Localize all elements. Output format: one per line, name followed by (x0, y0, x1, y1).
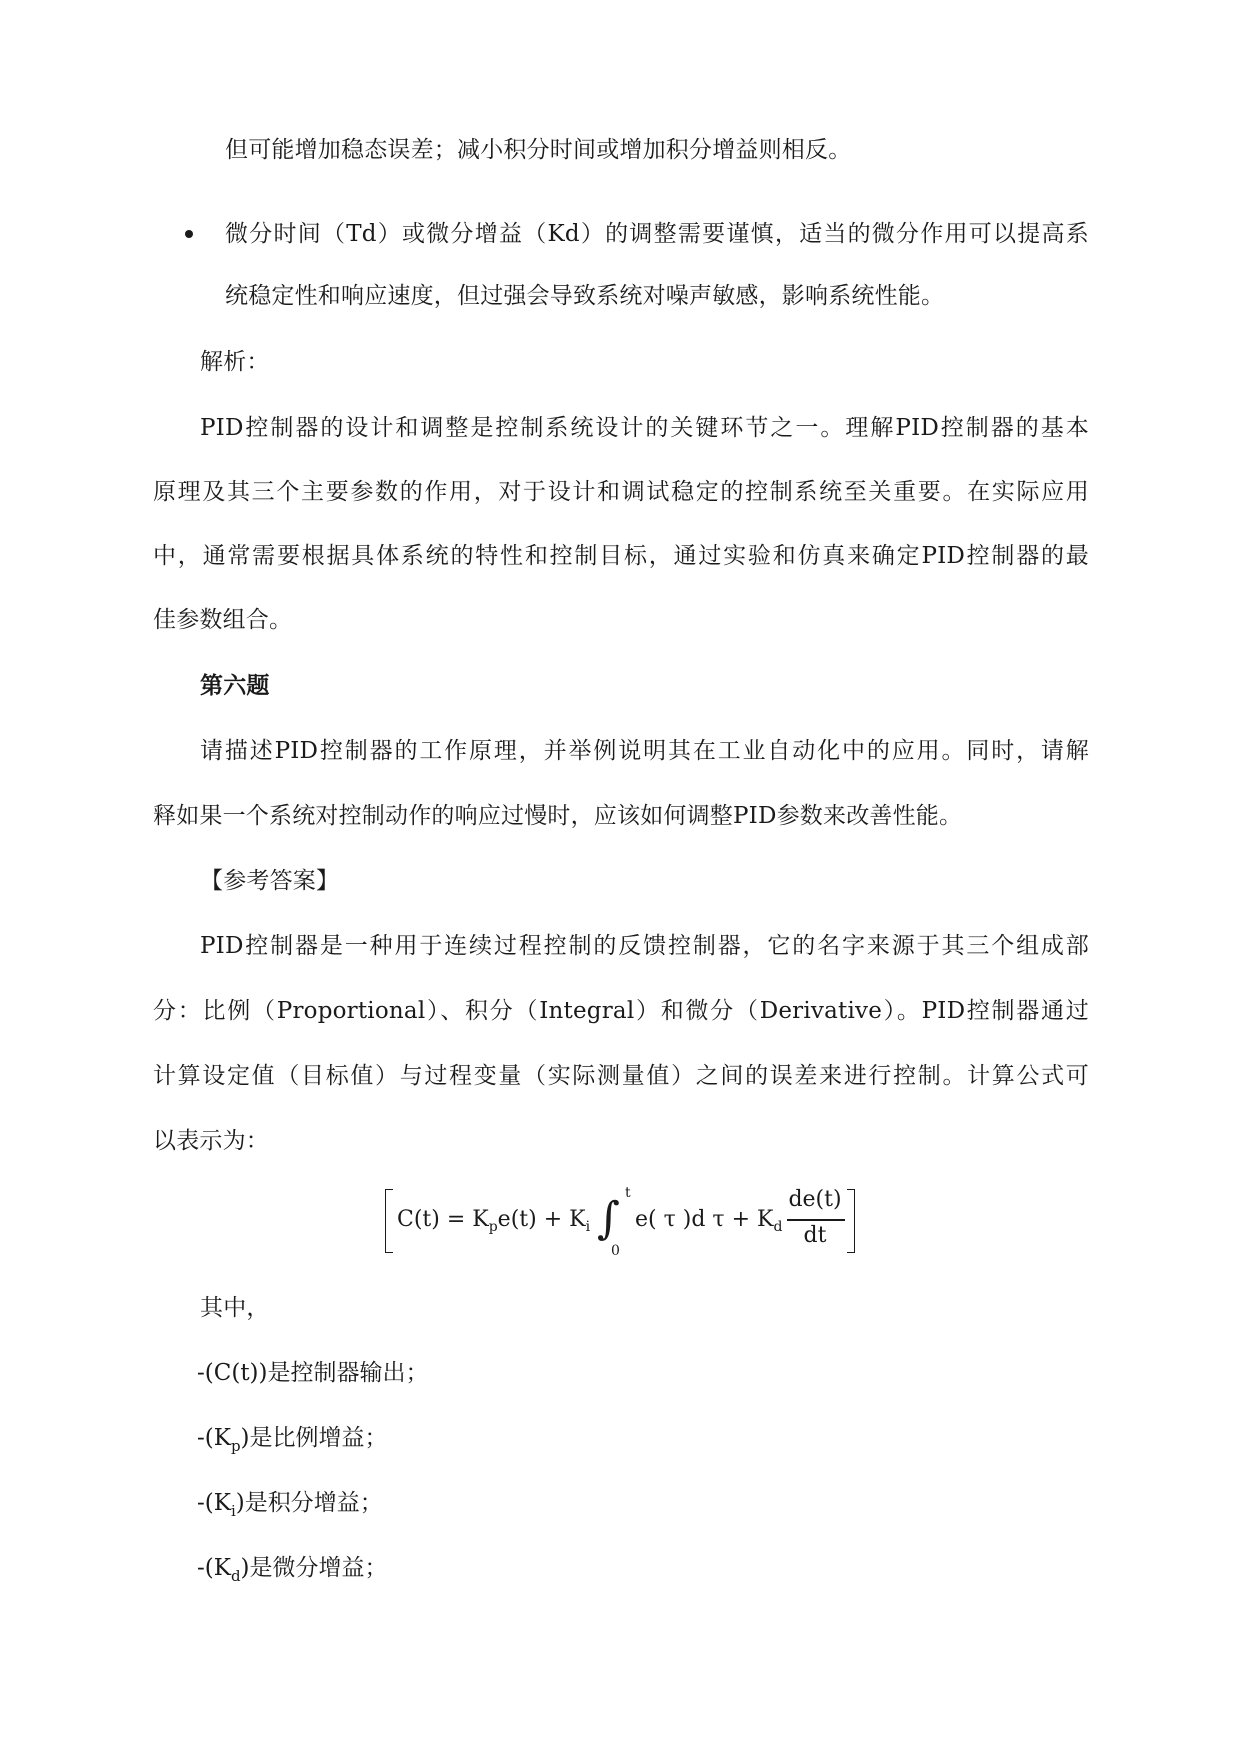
text-line: PID控制器的设计和调整是控制系统设计的关键环节之一。理解PID控制器的基本 (200, 415, 1089, 441)
question-heading: 第六题 (200, 672, 270, 699)
analysis-heading: 解析： (200, 349, 270, 375)
fraction-numerator: de(t) (788, 1187, 842, 1212)
integral-sign: ∫ (597, 1193, 620, 1244)
text-line: 以表示为： (153, 1128, 269, 1154)
pid-formula (385, 1183, 855, 1269)
definition-item: $-(K_i)$是积分增益； (197, 1490, 383, 1520)
left-bracket (385, 1189, 393, 1253)
text-line: 请描述PID控制器的工作原理，并举例说明其在工业自动化中的应用。同时，请解 (200, 738, 1089, 764)
text-line: 其中， (200, 1295, 270, 1321)
formula-integral-term: e( τ )d $\tau + K_d$ (635, 1207, 783, 1235)
definition-item: $-(K_p)$是比例增益； (197, 1425, 388, 1455)
right-bracket (847, 1189, 855, 1253)
text-line: 中，通常需要根据具体系统的特性和控制目标，通过实验和仿真来确定PID控制器的最 (153, 543, 1089, 569)
definition-item: $-(K_d)$是微分增益； (197, 1555, 388, 1585)
text-line: 原理及其三个主要参数的作用，对于设计和调试稳定的控制系统至关重要。在实际应用 (153, 479, 1089, 505)
text-line: PID控制器是一种用于连续过程控制的反馈控制器，它的名字来源于其三个组成部 (200, 933, 1089, 959)
bullet-item-line: 微分时间（Td）或微分增益（Kd）的调整需要谨慎，适当的微分作用可以提高系 (225, 221, 1089, 247)
text-line: 释如果一个系统对控制动作的响应过慢时，应该如何调整PID参数来改善性能。 (153, 803, 963, 829)
fraction-denominator: dt (803, 1223, 827, 1248)
text-line: 分：比例（Proportional）、积分（Integral）和微分（Derivative）。PID控制器通过 (153, 998, 1089, 1024)
text-line: 计算设定值（目标值）与过程变量（实际测量值）之间的误差来进行控制。计算公式可 (153, 1063, 1089, 1089)
fraction-bar (787, 1219, 845, 1221)
text-line: 但可能增加稳态误差；减小积分时间或增加积分增益则相反。 (225, 137, 852, 163)
formula-lhs: $C(t) = K_pe(t) + K_i$ (397, 1207, 591, 1235)
text-line: 统稳定性和响应速度，但过强会导致系统对噪声敏感，影响系统性能。 (225, 283, 945, 309)
integral-lower-limit: 0 (611, 1243, 620, 1259)
bullet-dot (185, 230, 193, 238)
definition-item: -(C(t))是控制器输出； (197, 1360, 429, 1386)
answer-heading: 【参考答案】 (200, 868, 340, 894)
text-line: 佳参数组合。 (153, 607, 293, 633)
integral-upper-limit: t (625, 1185, 631, 1201)
